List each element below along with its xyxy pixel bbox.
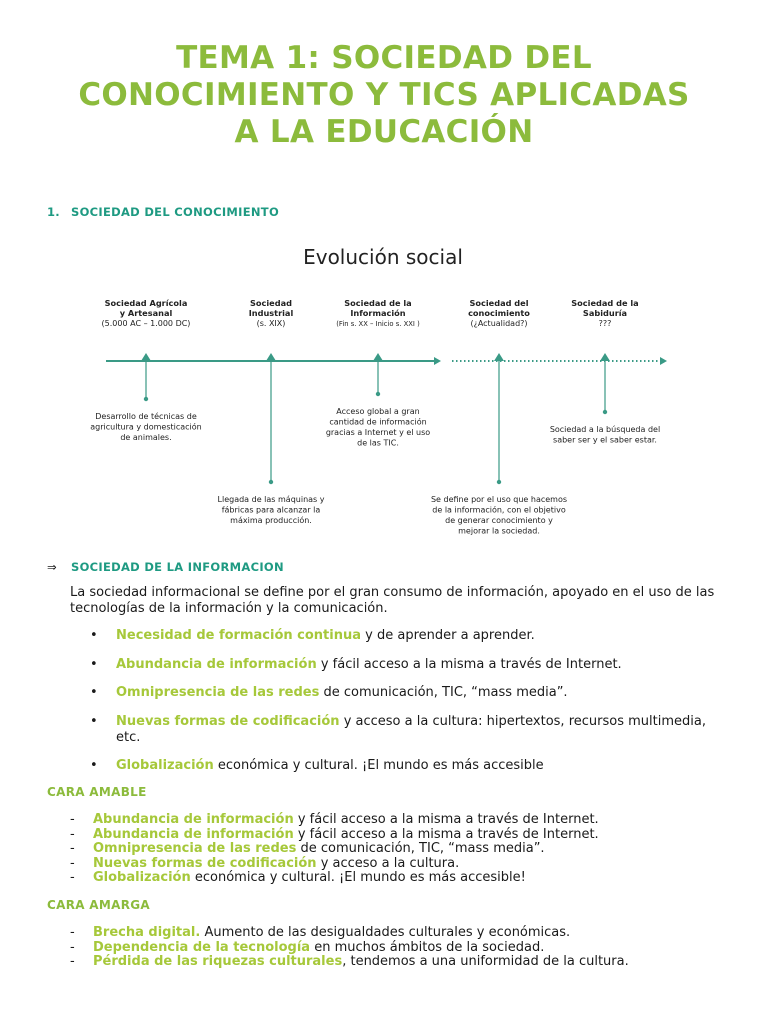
section-label: SOCIEDAD DEL CONOCIMIENTO [71, 205, 280, 219]
stage-description: máxima producción. [230, 516, 312, 525]
list-item [70, 955, 730, 970]
timeline-marker-icon [141, 353, 151, 361]
item-text: y acceso a la cultura: hipertextos, recursos multimedia, etc. [116, 713, 706, 745]
highlight-text: Globalización [93, 870, 191, 885]
stage-period: ??? [598, 319, 612, 328]
stage-description: Desarrollo de técnicas de [95, 412, 197, 421]
item-text: y fácil acceso a la misma a través de Internet. [293, 812, 599, 827]
highlight-text: Globalización [116, 758, 214, 773]
highlight-text: Necesidad de formación continua [116, 628, 362, 643]
item-text: y fácil acceso a la misma a través de Internet. [293, 826, 599, 842]
item-text: económica y cultural. ¡El mundo es más accesible [213, 758, 544, 773]
stage-description: de animales. [120, 433, 172, 442]
stage-name: Sociedad Agrícola [104, 298, 188, 308]
list-item [90, 628, 730, 644]
highlight-text: Omnipresencia de las redes [93, 841, 297, 856]
list-item [70, 926, 730, 941]
item-text: de comunicación, TIC, “mass media”. [319, 685, 568, 700]
stage-name: y Artesanal [119, 308, 173, 318]
cara-amable-heading: CARA AMABLE [47, 785, 147, 799]
cara-amable-list [70, 813, 730, 886]
stage-description: gracias a Internet y el uso [325, 428, 431, 437]
bullet-icon: • [90, 713, 98, 729]
stage-description: fábricas para alcanzar la [221, 505, 321, 515]
bullet-icon: • [90, 685, 98, 700]
stage-description: mejorar la sociedad. [458, 526, 540, 536]
evolution-diagram [88, 236, 688, 546]
subsection-label: SOCIEDAD DE LA INFORMACION [71, 560, 284, 574]
item-text: y fácil acceso a la misma a través de Internet. [316, 656, 622, 672]
stage-description: de la información, con el objetivo [432, 505, 566, 515]
stage-name: Sociedad del [469, 298, 529, 308]
diagram-title: Evolución social [303, 245, 463, 269]
title-line-1: TEMA 1: SOCIEDAD DEL [176, 40, 592, 76]
document-title [0, 40, 768, 151]
title-line-2: CONOCIMIENTO Y TICS APLICADAS [78, 77, 690, 113]
list-item [70, 842, 730, 857]
item-text: y de aprender a aprender. [361, 628, 535, 643]
dash-icon: - [70, 841, 75, 856]
stage-name: conocimiento [468, 308, 530, 318]
list-item [90, 657, 730, 673]
evolution-diagram-svg [88, 236, 688, 546]
stage-description: Llegada de las máquinas y [217, 495, 325, 504]
item-text: , tendemos a una uniformidad de la cultura. [342, 954, 629, 969]
stage-description: cantidad de información [329, 417, 427, 427]
subsection-heading [47, 560, 284, 574]
stage-description: de generar conocimiento y [445, 516, 553, 525]
connector-dot-icon [376, 392, 380, 396]
cara-amarga-list [70, 926, 730, 970]
dash-icon: - [70, 855, 75, 871]
dash-icon: - [70, 939, 75, 955]
dash-icon: - [70, 826, 75, 842]
timeline-solid-arrowhead [434, 357, 441, 365]
stage-period: (¿Actualidad?) [470, 319, 528, 328]
highlight-text: Nuevas formas de codificación [116, 713, 340, 729]
timeline-marker-icon [373, 353, 383, 361]
dash-icon: - [70, 954, 75, 969]
highlight-text: Pérdida de las riquezas culturales [93, 954, 343, 969]
item-text: en muchos ámbitos de la sociedad. [310, 939, 545, 955]
highlight-text: Omnipresencia de las redes [116, 685, 320, 700]
highlight-text: Abundancia de información [93, 826, 294, 842]
info-paragraph: La sociedad informacional se define por el gran consumo de información, apoyado en el uso de las tecnologías de la información y la comunicación. [70, 585, 715, 616]
info-bullet-list [90, 628, 730, 787]
list-item [70, 871, 730, 886]
timeline-dotted-arrowhead [660, 357, 667, 365]
list-item [70, 828, 730, 843]
connector-dot-icon [603, 410, 607, 414]
stage-description: Acceso global a gran [336, 407, 420, 416]
cara-amarga-heading: CARA AMARGA [47, 898, 150, 912]
stage-description: saber ser y el saber estar. [553, 435, 657, 445]
stage-name: Sociedad [250, 298, 292, 308]
list-item [90, 685, 730, 701]
bullet-icon: • [90, 758, 98, 773]
connector-dot-icon [269, 480, 273, 484]
section-number: 1. [47, 205, 60, 219]
connector-dot-icon [497, 480, 501, 484]
stage-name: Sabiduría [582, 308, 628, 318]
stage-period: (Fin s. XX – Inicio s. XXI ) [336, 320, 420, 328]
dash-icon: - [70, 925, 75, 940]
list-item [70, 941, 730, 956]
timeline-marker-icon [600, 353, 610, 361]
section-heading-1 [47, 205, 279, 219]
item-text: y acceso a la cultura. [316, 855, 460, 871]
highlight-text: Abundancia de información [93, 812, 294, 827]
stage-description: Sociedad a la búsqueda del [549, 425, 661, 434]
bullet-icon: • [90, 628, 98, 643]
item-text: económica y cultural. ¡El mundo es más accesible! [190, 870, 526, 885]
dash-icon: - [70, 870, 75, 885]
timeline-marker-icon [494, 353, 504, 361]
bullet-icon: • [90, 656, 98, 672]
item-text: Aumento de las desigualdades culturales y económicas. [200, 925, 571, 940]
highlight-text: Brecha digital. [93, 925, 201, 940]
highlight-text: Nuevas formas de codificación [93, 855, 317, 871]
double-arrow-icon: ⇒ [47, 560, 57, 574]
stage-description: Se define por el uso que hacemos [430, 495, 568, 504]
stage-name: Sociedad de la [571, 298, 639, 308]
title-line-3: A LA EDUCACIÓN [234, 114, 534, 150]
stage-period: (5.000 AC – 1.000 DC) [101, 319, 191, 328]
stage-period: (s. XIX) [256, 319, 286, 328]
stage-name: Sociedad de la [344, 298, 412, 308]
item-text: de comunicación, TIC, “mass media”. [296, 841, 545, 856]
list-item [90, 714, 730, 746]
stage-description: agricultura y domesticación [90, 422, 202, 432]
highlight-text: Dependencia de la tecnología [93, 939, 311, 955]
list-item [70, 813, 730, 828]
list-item [70, 857, 730, 872]
connector-dot-icon [144, 397, 148, 401]
highlight-text: Abundancia de información [116, 656, 317, 672]
timeline-marker-icon [266, 353, 276, 361]
list-item [90, 758, 730, 774]
stage-name: Industrial [248, 308, 294, 318]
dash-icon: - [70, 812, 75, 827]
stage-description: de las TIC. [357, 438, 399, 448]
stage-name: Información [350, 308, 406, 318]
